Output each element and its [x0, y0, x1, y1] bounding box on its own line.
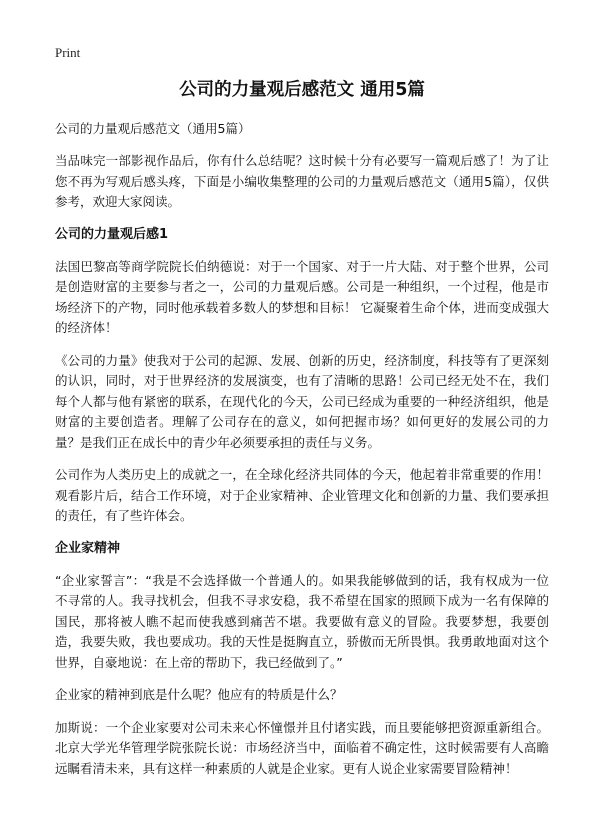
document-title: 公司的力量观后感范文 通用5篇: [179, 80, 425, 100]
section-heading-2: 企业家精神: [55, 540, 121, 556]
section2-paragraph-2: 企业家的精神到底是什么呢？他应有的特质是什么？: [55, 687, 343, 702]
intro-paragraph: 当品味完一部影视作品后，你有什么总结呢？这时候十分有必要写一篇观后感了！为了让您不再为写观后感头疼，下面是小编收集整理的公司的力量观后感范文（通用5篇），仅供参考，欢迎大家阅读。: [55, 153, 549, 209]
print-link[interactable]: Print: [55, 45, 81, 60]
section1-paragraph-1: 法国巴黎高等商学院院长伯纳德说：对于一个国家、对于一片大陆、对于整个世界，公司是创造财富的主要参与者之一，公司的力量观后感。公司是一种组织，一个过程，他是市场经济下的产物，同时他承载着多数人的梦想和目标！ 它凝聚着生命个体，进而变成强大的经济体！: [55, 258, 549, 335]
section2-paragraph-1: “企业家誓言”：“我是不会选择做一个普通人的。如果我能够做到的话，我有权成为一位不寻常的人。我寻找机会，但我不寻求安稳，我不希望在国家的照顾下成为一名有保障的国民，那将被人瞧不起而使我感到痛苦不堪。我要做有意义的冒险。我要梦想，我要创造，我要失败，我也要成功。我的天性是挺胸直立，骄傲而无所畏惧。我勇敢地面对这个世界，自豪地说：在上帝的帮助下，我已经做到了。”: [55, 572, 549, 670]
section2-paragraph-3: 加斯说：一个企业家要对公司未来心怀憧憬并且付诸实践，而且要能够把资源重新组合。北京大学光华管理学院张院长说：市场经济当中，面临着不确定性，这时候需要有人高瞻远瞩看清未来，具有这样一种素质的人就是企业家。更有人说企业家需要冒险精神！: [55, 719, 549, 776]
section1-paragraph-2: 《公司的力量》使我对于公司的起源、发展、创新的历史，经济制度，科技等有了更深刻的认识，同时，对于世界经济的发展演变，也有了清晰的思路！公司已经无处不在，我们每个人都与他有紧密的联系，在现代化的今天，公司已经成为重要的一种经济组织，他是财富的主要创造者。理解了公司存在的意义，如何把握市场？如何更好的发展公司的力量？是我们正在成长中的青少年必须要承担的责任与义务。: [55, 352, 549, 450]
document-body: [55, 76, 549, 791]
section1-paragraph-3: 公司作为人类历史上的成就之一，在全球化经济共同体的今天，他起着非常重要的作用！观看影片后，结合工作环境，对于企业家精神、企业管理文化和创新的力量、我们要承担的责任，有了些许体会。: [55, 467, 549, 523]
document-subtitle: 公司的力量观后感范文（通用5篇）: [55, 121, 251, 136]
section-heading-1: 公司的力量观后感1: [55, 226, 169, 242]
